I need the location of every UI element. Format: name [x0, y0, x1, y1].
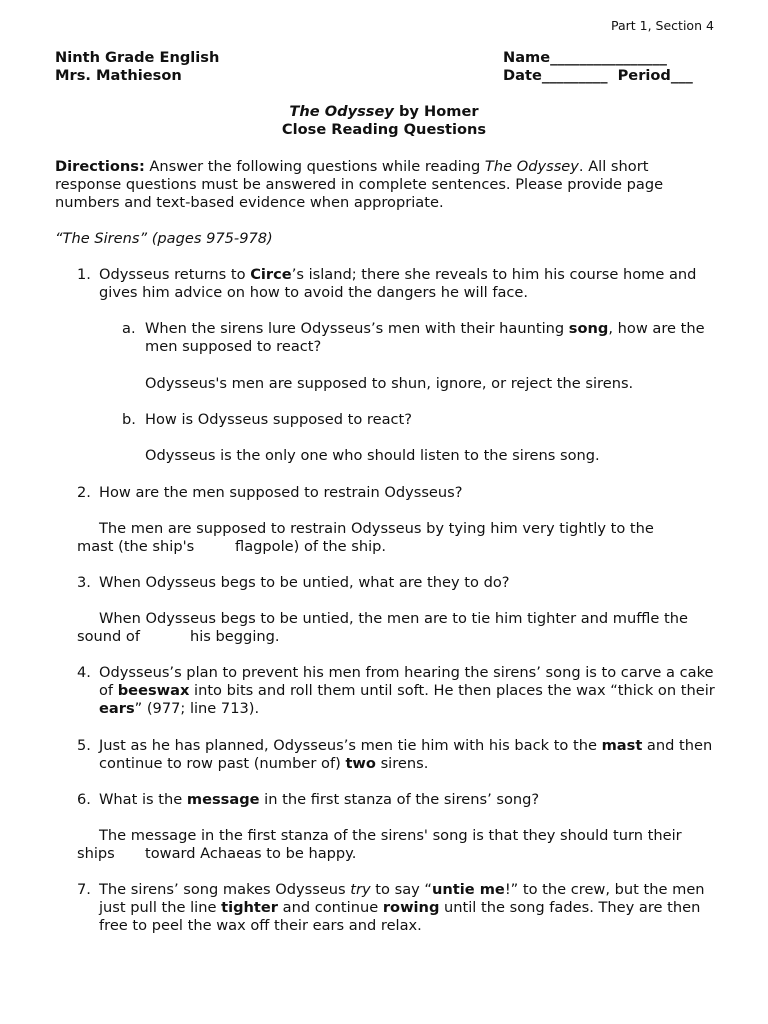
book-title: The Odyssey	[289, 103, 394, 120]
answer-1a: Odysseus's men are supposed to shun, ignore, or reject the sirens.	[145, 375, 634, 392]
answer-1b: Odysseus is the only one who should listen to the sirens song.	[145, 447, 600, 464]
subquestion-label: a.	[122, 320, 136, 337]
question-5	[77, 737, 717, 773]
name-field: Name________________	[503, 49, 667, 66]
period-field: Period___	[617, 67, 693, 84]
answer-6-line-1: The message in the first stanza of the sirens' song is that they should turn their	[99, 827, 682, 844]
date-period-fields	[503, 67, 693, 85]
question-6	[77, 791, 717, 809]
answer-6-line-2b: toward Achaeas to be happy.	[145, 845, 357, 862]
question-1	[77, 266, 717, 302]
answer-2-line-1: The men are supposed to restrain Odysseus by tying him very tightly to the	[99, 520, 654, 537]
course-name: Ninth Grade English	[55, 49, 220, 66]
page-title	[0, 103, 768, 121]
question-text: Odysseus returns to Circe’s island; there she reveals to him his course home and gives him advice on how to avoid the dangers he will face.	[99, 266, 697, 301]
page-subtitle: Close Reading Questions	[281, 121, 487, 138]
question-text: Odysseus’s plan to prevent his men from hearing the sirens’ song is to carve a cake of beeswax into bits and roll them until soft. He then places the wax “thick on their ears” (977; line 713).	[99, 664, 715, 717]
question-number: 3.	[77, 574, 91, 591]
answer-2-line-2b: flagpole) of the ship.	[235, 538, 387, 555]
question-text: When Odysseus begs to be untied, what are they to do?	[99, 574, 510, 591]
question-3	[77, 574, 717, 592]
title-author: by Homer	[393, 103, 479, 120]
question-text: Just as he has planned, Odysseus’s men tie him with his back to the mast and then continue to row past (number of) two sirens.	[99, 737, 713, 772]
question-2	[77, 484, 717, 502]
question-text: What is the message in the first stanza of the sirens’ song?	[99, 791, 540, 808]
question-number: 6.	[77, 791, 91, 808]
teacher-name: Mrs. Mathieson	[55, 67, 182, 84]
question-number: 1.	[77, 266, 91, 283]
question-1a	[122, 320, 712, 356]
subquestion-text: How is Odysseus supposed to react?	[145, 411, 413, 428]
question-text: The sirens’ song makes Odysseus try to say “untie me!” to the crew, but the men just pull the line tighter and continue rowing until the song fades. They are then free to peel the wax off their ears and relax.	[99, 881, 705, 934]
section-heading: “The Sirens” (pages 975-978)	[55, 230, 273, 247]
question-number: 4.	[77, 664, 91, 681]
subquestion-label: b.	[122, 411, 136, 428]
directions: Directions: Answer the following questions while reading The Odyssey. All short response questions must be answered in complete sentences. Please provide page numbers and text-based evidence when appropriate.	[55, 158, 664, 211]
answer-3-line-2b: his begging.	[190, 628, 280, 645]
question-text: How are the men supposed to restrain Odysseus?	[99, 484, 463, 501]
question-number: 2.	[77, 484, 91, 501]
directions-label: Directions:	[55, 158, 145, 175]
question-number: 7.	[77, 881, 91, 898]
answer-6-line-2a: ships	[77, 845, 115, 862]
answer-3-line-2a: sound of	[77, 628, 140, 645]
question-4	[77, 664, 717, 718]
date-field: Date_________	[503, 67, 608, 84]
question-number: 5.	[77, 737, 91, 754]
answer-2-line-2a: mast (the ship's	[77, 538, 195, 555]
section-tag: Part 1, Section 4	[611, 18, 714, 33]
answer-3-line-1: When Odysseus begs to be untied, the men are to tie him tighter and muffle the	[99, 610, 688, 627]
question-1b	[122, 411, 712, 429]
subquestion-text: When the sirens lure Odysseus’s men with their haunting song, how are the men supposed to react?	[145, 320, 705, 355]
question-7	[77, 881, 717, 935]
